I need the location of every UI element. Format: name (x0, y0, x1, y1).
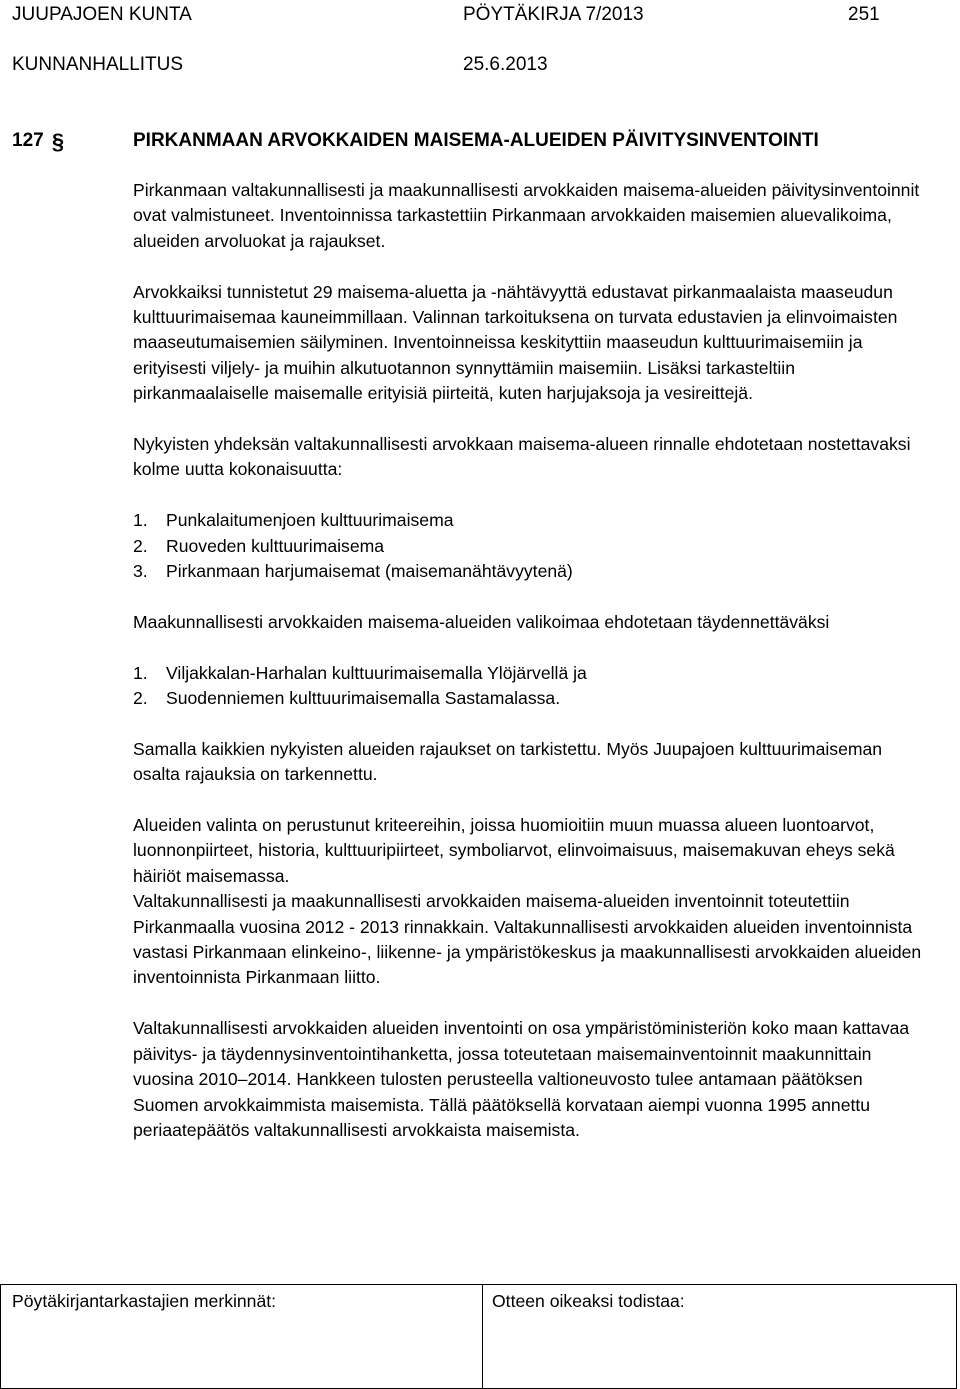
section-title: PIRKANMAAN ARVOKKAIDEN MAISEMA-ALUEIDEN PÄIVITYSINVENTOINTI (133, 130, 819, 151)
meeting-date: 25.6.2013 (463, 54, 548, 75)
municipality-name: JUUPAJOEN KUNTA (12, 4, 192, 25)
new-areas-list (133, 508, 933, 584)
page-number: 251 (848, 4, 880, 25)
paragraph: Valtakunnallisesti ja maakunnallisesti arvokkaiden maisema-alueiden inventoinnit toteutettiin Pirkanmaalla vuosina 2012 - 2013 rinnakkain. Valtakunnallisesti arvokkaiden alueiden inventoinnista vastasi Pirkanmaan elinkeino-, liikenne- ja ympäristökeskus ja maakunnallisesti arvokkaiden alueiden inventoinnista Pirkanmaan liitto. (133, 891, 922, 988)
document-title: PÖYTÄKIRJA 7/2013 (463, 4, 644, 25)
list-item: 1. Viljakkalan-Harhalan kulttuurimaisemalla Ylöjärvellä ja (133, 662, 587, 683)
board-name: KUNNANHALLITUS (12, 54, 184, 75)
list-item: 3. Pirkanmaan harjumaisemat (maisemanähtävyytenä) (133, 561, 573, 582)
list-item: 1. Punkalaitumenjoen kulttuurimaisema (133, 510, 454, 531)
footer-divider (482, 1285, 483, 1388)
paragraph: Arvokkaiksi tunnistetut 29 maisema-aluetta ja -nähtävyyttä edustavat pirkanmaalaista maaseudun kulttuurimaisemaa kauneimmillaan. Valinnan tarkoituksena on turvata edustavien ja elinvoimaisten maaseutumaisemien säilyminen. Inventoinneissa keskityttiin maaseudun kulttuurimaisemiin ja erityisesti viljely- ja muihin alkutuotannon synnyttämiin maisemiin. Lisäksi tarkasteltiin pirkanmaalaiselle maisemalle erityisiä piirteitä, kuten harjujaksoja ja vesireittejä. (133, 281, 898, 404)
footer-signature-box (0, 1284, 957, 1389)
paragraph: Pirkanmaan valtakunnallisesti ja maakunnallisesti arvokkaiden maisema-alueiden päivitysinventoinnit ovat valmistuneet. Inventoinnissa tarkastettiin Pirkanmaan arvokkaiden maisemien aluevalikoima, alueiden arvoluokat ja rajaukset. (133, 180, 920, 251)
paragraph: Alueiden valinta on perustunut kriteereihin, joissa huomioitiin muun muassa alueen luontoarvot, luonnonpiirteet, historia, kulttuuripiirteet, symboliarvot, elinvoimaisuus, maisemakuvan eheys sekä häiriöt maisemassa. (133, 815, 895, 886)
paragraph: Valtakunnallisesti arvokkaiden alueiden inventointi on osa ympäristöministeriön koko maan kattavaa päivitys- ja täydennysinventointihanketta, jossa toteutetaan maisemainventoinnit maakunnittain vuosina 2010–2014. Hankkeen tulosten perusteella valtioneuvosto tulee antamaan päätöksen Suomen arvokkaimmista maisemista. Tällä päätöksellä korvataan aiempi vuonna 1995 annettu periaatepäätös valtakunnallisesti arvokkaista maisemista. (133, 1018, 910, 1140)
section-sign-icon (50, 129, 66, 155)
paragraph: Samalla kaikkien nykyisten alueiden rajaukset on tarkistettu. Myös Juupajoen kulttuurimaiseman osalta rajauksia on tarkennettu. (133, 738, 883, 785)
paragraph: Maakunnallisesti arvokkaiden maisema-alueiden valikoimaa ehdotetaan täydennettäväksi (133, 611, 830, 632)
list-item: 2. Ruoveden kulttuurimaisema (133, 535, 385, 556)
paragraph: Nykyisten yhdeksän valtakunnallisesti arvokkaan maisema-alueen rinnalle ehdotetaan nostettavaksi kolme uutta kokonaisuutta: (133, 434, 911, 480)
section-number: 127 (12, 130, 44, 151)
list-item: 2. Suodenniemen kulttuurimaisemalla Sastamalassa. (133, 688, 561, 709)
regional-areas-list (133, 661, 933, 712)
section-body (133, 178, 933, 1143)
inspector-notes-label: Pöytäkirjantarkastajien merkinnät: (12, 1291, 277, 1311)
svg-text:§: § (51, 129, 65, 154)
certification-label: Otteen oikeaksi todistaa: (492, 1291, 685, 1311)
